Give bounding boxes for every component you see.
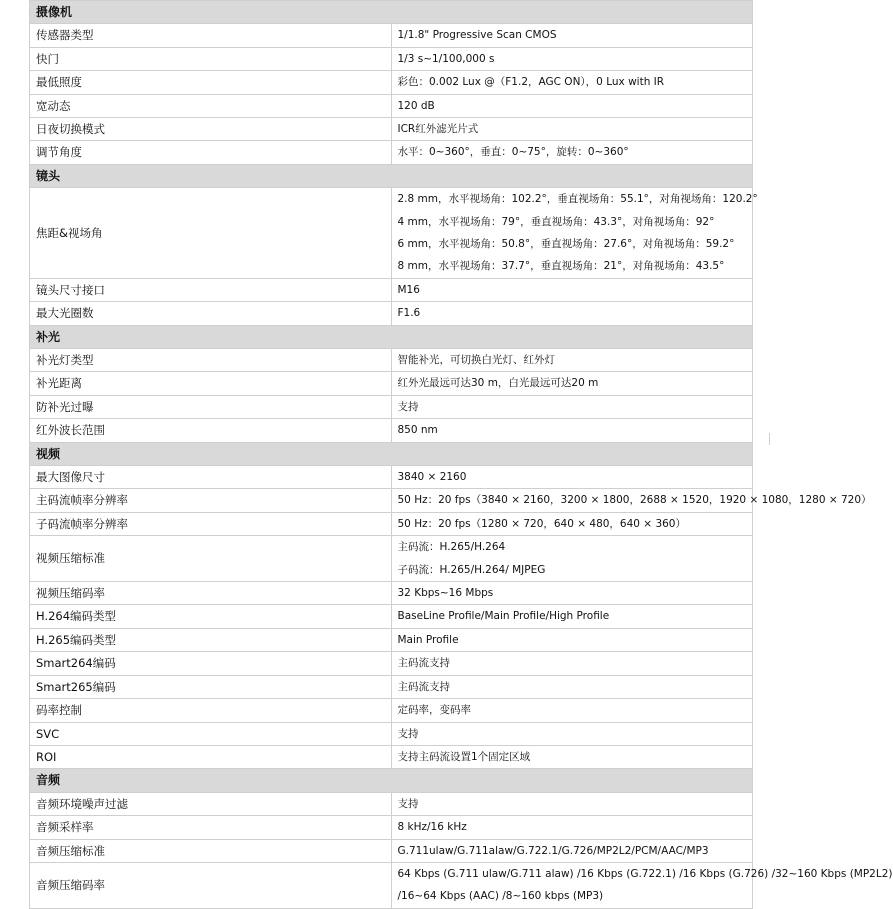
spec-value: [391, 278, 753, 301]
section-header: [30, 1, 753, 24]
spec-row: [30, 699, 753, 722]
spec-value-line: 8 kHz/16 kHz: [397, 821, 467, 834]
spec-value: [391, 652, 753, 675]
spec-row: [30, 141, 753, 164]
section-header: [30, 442, 753, 465]
spec-label: 最大图像尺寸: [30, 466, 392, 489]
spec-value-line: 120 dB: [397, 99, 435, 112]
spec-value-line: 1/1.8" Progressive Scan CMOS: [397, 29, 557, 42]
spec-label: 防补光过曝: [30, 395, 392, 418]
spec-value-line: /16~64 Kbps (AAC) /8~160 kbps (MP3): [397, 890, 604, 903]
spec-label: Smart264编码: [30, 652, 392, 675]
spec-row: [30, 188, 753, 279]
spec-label: 音频采样率: [30, 816, 392, 839]
section-title: 镜头: [30, 164, 753, 187]
spec-value-line: 6 mm，水平视场角：50.8°，垂直视场角：27.6°，对角视场角：59.2°: [397, 238, 735, 251]
spec-value-line: 支持: [397, 727, 419, 740]
spec-value-line: 3840 × 2160: [397, 471, 467, 484]
spec-value: [391, 372, 753, 395]
spec-label: ROI: [30, 745, 392, 768]
spec-row: [30, 839, 753, 862]
spec-label: 快门: [30, 47, 392, 70]
spec-row: [30, 722, 753, 745]
spec-label: 调节角度: [30, 141, 392, 164]
spec-value: [391, 489, 872, 512]
section-title: 摄像机: [30, 1, 753, 24]
spec-row: [30, 792, 753, 815]
spec-value: [391, 512, 753, 535]
spec-label: H.265编码类型: [30, 628, 392, 651]
spec-value: [391, 675, 753, 698]
spec-value-line: 水平：0~360°，垂直：0~75°，旋转：0~360°: [397, 146, 629, 159]
spec-label: 镜头尺寸接口: [30, 278, 392, 301]
spec-value-line: 50 Hz：20 fps（1280 × 720，640 × 480，640 × 360）: [397, 517, 686, 530]
spec-label: 红外波长范围: [30, 419, 392, 442]
divider: [769, 433, 770, 445]
spec-row: [30, 512, 753, 535]
spec-row: [30, 489, 753, 512]
spec-label: 音频压缩码率: [30, 862, 392, 908]
spec-label: 码率控制: [30, 699, 392, 722]
spec-value: [391, 141, 753, 164]
spec-value: [391, 349, 753, 372]
spec-value: [391, 745, 753, 768]
spec-row: [30, 372, 753, 395]
spec-value: [391, 628, 753, 651]
spec-value-line: 定码率，变码率: [397, 704, 471, 717]
spec-value-line: 850 nm: [397, 424, 438, 437]
spec-value: [391, 419, 753, 442]
spec-value-line: 2.8 mm，水平视场角：102.2°，垂直视场角：55.1°，对角视场角：120.2°: [397, 193, 758, 206]
spec-label: 主码流帧率分辨率: [30, 489, 392, 512]
spec-value-line: 红外光最远可达30 m，白光最远可达20 m: [397, 377, 599, 390]
spec-value: [391, 722, 753, 745]
spec-value: [391, 118, 753, 141]
spec-row: [30, 349, 753, 372]
spec-value: [391, 839, 753, 862]
spec-label: 宽动态: [30, 94, 392, 117]
spec-label: 子码流帧率分辨率: [30, 512, 392, 535]
spec-label: 焦距&视场角: [30, 188, 392, 279]
spec-value-line: 64 Kbps (G.711 ulaw/G.711 alaw) /16 Kbps (G.722.1) /16 Kbps (G.726) /32~160 Kbps (MP2L2): [397, 867, 893, 880]
spec-label: 日夜切换模式: [30, 118, 392, 141]
spec-label: 最低照度: [30, 71, 392, 94]
spec-row: [30, 278, 753, 301]
spec-row: [30, 862, 753, 908]
spec-label: 补光距离: [30, 372, 392, 395]
spec-value: [391, 605, 753, 628]
spec-row: [30, 302, 753, 325]
spec-label: 最大光圈数: [30, 302, 392, 325]
spec-value-line: F1.6: [397, 307, 421, 320]
spec-value-line: 4 mm，水平视场角：79°，垂直视场角：43.3°，对角视场角：92°: [397, 215, 715, 228]
spec-value-line: 子码流：H.265/H.264/ MJPEG: [397, 563, 546, 576]
spec-row: [30, 24, 753, 47]
spec-row: [30, 466, 753, 489]
spec-value-line: 智能补光，可切换白光灯、红外灯: [397, 354, 555, 367]
spec-value: [391, 536, 753, 582]
spec-row: [30, 605, 753, 628]
spec-value-line: G.711ulaw/G.711alaw/G.722.1/G.726/MP2L2/PCM/AAC/MP3: [397, 844, 709, 857]
spec-table: [29, 0, 893, 909]
spec-value: [391, 94, 753, 117]
spec-value: [391, 862, 893, 908]
spec-value-line: 8 mm，水平视场角：37.7°，垂直视场角：21°，对角视场角：43.5°: [397, 260, 725, 273]
spec-row: [30, 47, 753, 70]
spec-label: 音频压缩标准: [30, 839, 392, 862]
spec-row: [30, 652, 753, 675]
spec-value: [391, 395, 753, 418]
spec-row: [30, 536, 753, 582]
spec-value: [391, 71, 753, 94]
spec-value: [391, 24, 753, 47]
spec-value-line: 支持: [397, 797, 419, 810]
spec-row: [30, 628, 753, 651]
spec-row: [30, 582, 753, 605]
spec-value-line: 主码流支持: [397, 680, 450, 693]
spec-value: [391, 466, 753, 489]
spec-value-line: 支持主码流设置1个固定区域: [397, 750, 531, 763]
section-header: [30, 164, 753, 187]
spec-value: [391, 792, 753, 815]
spec-row: [30, 816, 753, 839]
spec-label: 补光灯类型: [30, 349, 392, 372]
spec-label: SVC: [30, 722, 392, 745]
spec-label: 视频压缩码率: [30, 582, 392, 605]
spec-value: [391, 188, 758, 279]
spec-value: [391, 302, 753, 325]
spec-value-line: 主码流支持: [397, 657, 450, 670]
spec-row: [30, 419, 753, 442]
spec-value-line: Main Profile: [397, 633, 459, 646]
spec-value-line: 32 Kbps~16 Mbps: [397, 587, 494, 600]
spec-value-line: 支持: [397, 400, 419, 413]
spec-label: 音频环境噪声过滤: [30, 792, 392, 815]
spec-value-line: 彩色：0.002 Lux @（F1.2，AGC ON），0 Lux with IR: [397, 76, 665, 89]
spec-value-line: M16: [397, 283, 420, 296]
spec-value: [391, 47, 753, 70]
spec-row: [30, 675, 753, 698]
spec-label: H.264编码类型: [30, 605, 392, 628]
spec-value-line: BaseLine Profile/Main Profile/High Profile: [397, 610, 610, 623]
spec-row: [30, 71, 753, 94]
spec-row: [30, 94, 753, 117]
spec-value-line: 50 Hz：20 fps（3840 × 2160，3200 × 1800，2688 × 1520，1920 × 1080，1280 × 720）: [397, 494, 872, 507]
spec-value-line: ICR红外滤光片式: [397, 123, 479, 136]
spec-value: [391, 816, 753, 839]
spec-value-line: 1/3 s~1/100,000 s: [397, 52, 495, 65]
spec-row: [30, 395, 753, 418]
section-header: [30, 769, 753, 792]
section-title: 补光: [30, 325, 753, 348]
spec-row: [30, 118, 753, 141]
spec-label: Smart265编码: [30, 675, 392, 698]
section-title: 视频: [30, 442, 753, 465]
section-title: 音频: [30, 769, 753, 792]
spec-label: 视频压缩标准: [30, 536, 392, 582]
spec-label: 传感器类型: [30, 24, 392, 47]
spec-row: [30, 745, 753, 768]
spec-value: [391, 699, 753, 722]
spec-value-line: 主码流：H.265/H.264: [397, 541, 506, 554]
section-header: [30, 325, 753, 348]
spec-value: [391, 582, 753, 605]
